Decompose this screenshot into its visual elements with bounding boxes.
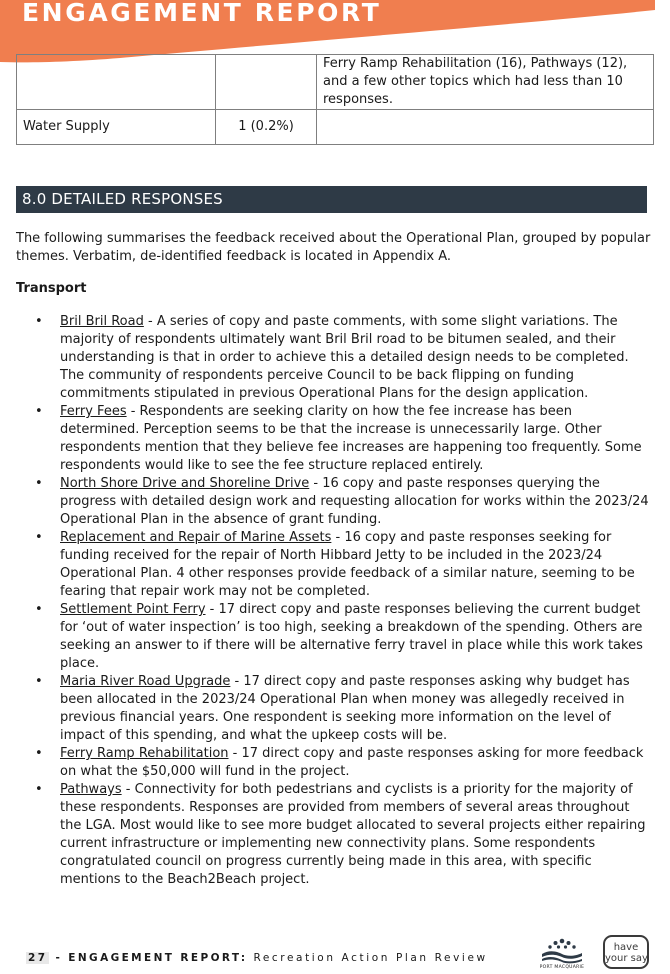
theme-text: - Respondents are seeking clarity on how the fee increase has been determined. Perception seems to be that the increase is unnecessarily large. Other respondents mention that they believe fee increases are happening too frequently. Some respondents would like to see the fee structure replaced entirely. <box>60 404 642 473</box>
have-your-say-line2: your say <box>605 953 648 964</box>
intro-paragraph: The following summarises the feedback received about the Operational Plan, grouped by popular themes. Verbatim, de-identified feedback is located in Appendix A. <box>16 231 651 264</box>
bullet-icon: • <box>35 314 43 329</box>
list-item <box>16 403 652 475</box>
list-item <box>16 313 652 403</box>
have-your-say-line1: have <box>613 942 639 953</box>
theme-topic: Maria River Road Upgrade <box>60 674 231 689</box>
theme-topic: Ferry Fees <box>60 404 127 419</box>
bullet-icon: • <box>35 782 43 797</box>
table-cell-topic: Water Supply <box>17 110 216 145</box>
theme-topic: Ferry Ramp Rehabilitation <box>60 746 229 761</box>
page-footer <box>26 952 488 964</box>
bullet-icon: • <box>35 674 43 689</box>
section-heading-bar <box>16 186 647 213</box>
bullet-icon: • <box>35 476 43 491</box>
subheading-transport: Transport <box>16 281 87 296</box>
table-cell-topic <box>17 55 216 110</box>
have-your-say-logo <box>603 935 649 969</box>
theme-text: - 17 direct copy and paste responses asking for more feedback on what the $50,000 will fund in the project. <box>60 746 644 779</box>
theme-text: - A series of copy and paste comments, with some slight variations. The majority of respondents ultimately want Bril Bril road to be bitumen sealed, and their understanding is that in order to achieve this a detailed design needs to be completed. The community of respondents perceive Council to be back flipping on funding commitments stipulated in previous Operational Plans for the design application. <box>60 314 629 401</box>
theme-text: - 17 direct copy and paste responses believing the current budget for ‘out of water inspection’ is too high, seeking a breakdown of the spending. Others are seeking an answer to if there will be alternative ferry travel in place while this work takes place. <box>60 602 643 671</box>
table-cell-comments <box>317 110 654 145</box>
theme-topic: North Shore Drive and Shoreline Drive <box>60 476 310 491</box>
theme-topic: Bril Bril Road <box>60 314 144 329</box>
list-item <box>16 529 652 601</box>
footer-subtitle: Recreation Action Plan Review <box>247 952 488 964</box>
bullet-icon: • <box>35 404 43 419</box>
table-cell-comments: Ferry Ramp Rehabilitation (16), Pathways (12), and a few other topics which had less than 10 responses. <box>317 55 654 110</box>
report-title: ENGAGEMENT REPORT <box>22 0 382 27</box>
table-cell-count <box>216 55 317 110</box>
table-row <box>17 110 654 145</box>
theme-topic: Replacement and Repair of Marine Assets <box>60 530 332 545</box>
theme-topic: Pathways <box>60 782 122 797</box>
footer-label: - ENGAGEMENT REPORT: <box>49 952 248 964</box>
theme-text: - Connectivity for both pedestrians and cyclists is a priority for the majority of these respondents. Responses are provided from members of several areas throughout the LGA. Most would like to see more budget allocated to several projects either repairing current infrastructure or implementing new connectivity plans. Some respondents congratulated council on progress currently being made in this area, with specific mentions to the Beach2Beach project. <box>60 782 646 887</box>
bullet-icon: • <box>35 746 43 761</box>
list-item <box>16 745 652 781</box>
section-heading: 8.0 DETAILED RESPONSES <box>22 190 223 208</box>
bullet-icon: • <box>35 602 43 617</box>
theme-text: - 17 direct copy and paste responses asking why budget has been allocated in the 2023/24 Operational Plan when money was allegedly received in previous financial years. One respondent is seeking more information on the level of impact of this spending, and what the upkeep costs will be. <box>60 674 630 743</box>
list-item <box>16 475 652 529</box>
theme-text: - 16 copy and paste responses querying the progress with detailed design work and requesting allocation for works within the 2023/24 Operational Plan in the absence of grant funding. <box>60 476 649 527</box>
table-cell-count: 1 (0.2%) <box>216 110 317 145</box>
table-row <box>17 55 654 110</box>
list-item <box>16 601 652 673</box>
bullet-icon: • <box>35 530 43 545</box>
theme-text: - 16 copy and paste responses seeking for funding received for the repair of North Hibbard Jetty to be included in the 2023/24 Operational Plan. 4 other responses provide feedback of a similar nature, seeming to be fearing that repair work may not be completed. <box>60 530 635 599</box>
council-logo-icon <box>536 932 588 970</box>
list-item <box>16 673 652 745</box>
list-item <box>16 781 652 889</box>
topics-table <box>16 54 654 145</box>
theme-topic: Settlement Point Ferry <box>60 602 206 617</box>
themes-list <box>16 313 652 889</box>
page-number: 27 <box>28 952 48 964</box>
council-logo-text: PORT MACQUARIE <box>539 965 585 970</box>
